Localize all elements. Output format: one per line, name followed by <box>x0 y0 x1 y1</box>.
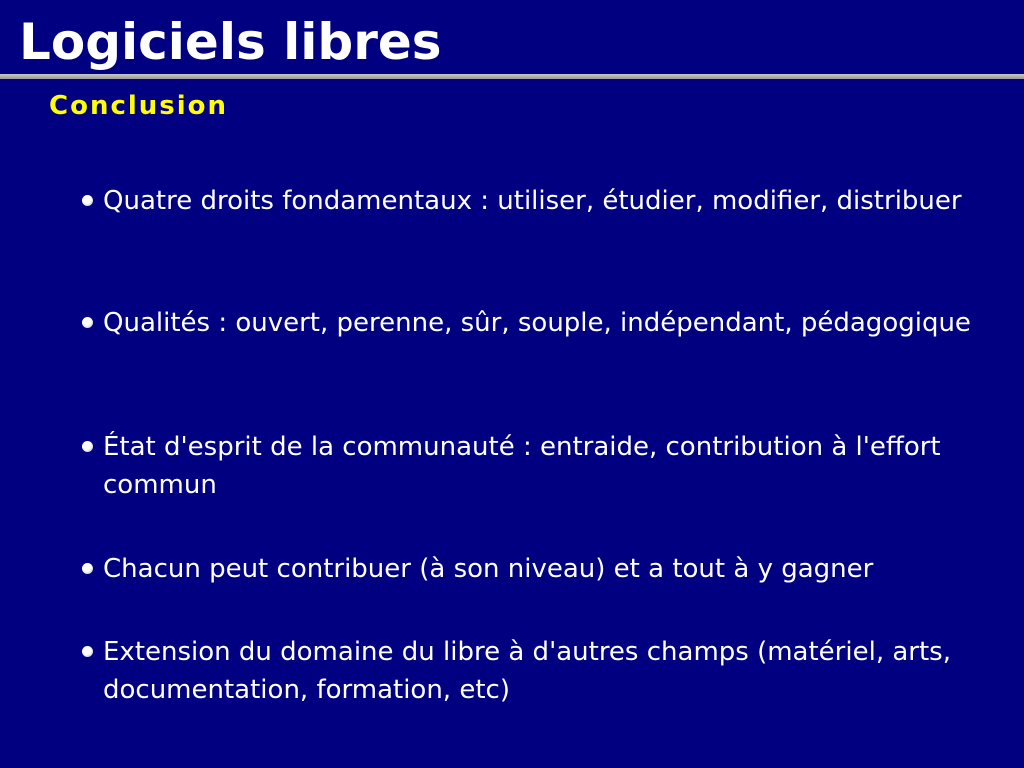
bullet-text: État d'esprit de la communauté : entraide, contribution à l'effort commun <box>103 432 941 500</box>
slide-title: Logiciels libres <box>19 13 442 71</box>
bullet-dot-icon <box>82 195 93 206</box>
bullet-dot-icon <box>82 646 93 657</box>
bullet-text: Quatre droits fondamentaux : utiliser, étudier, modifier, distribuer <box>103 186 962 216</box>
bullet-text: Chacun peut contribuer (à son niveau) et a tout à y gagner <box>103 554 874 584</box>
bullet-text: Extension du domaine du libre à d'autres champs (matériel, arts, documentation, formation, etc) <box>103 637 951 705</box>
bullet-dot-icon <box>82 441 93 452</box>
bullet-text: Qualités : ouvert, perenne, sûr, souple, indépendant, pédagogique <box>103 308 971 338</box>
slide-subtitle: Conclusion <box>49 91 229 121</box>
bullet-dot-icon <box>82 317 93 328</box>
bullet-dot-icon <box>82 563 93 574</box>
